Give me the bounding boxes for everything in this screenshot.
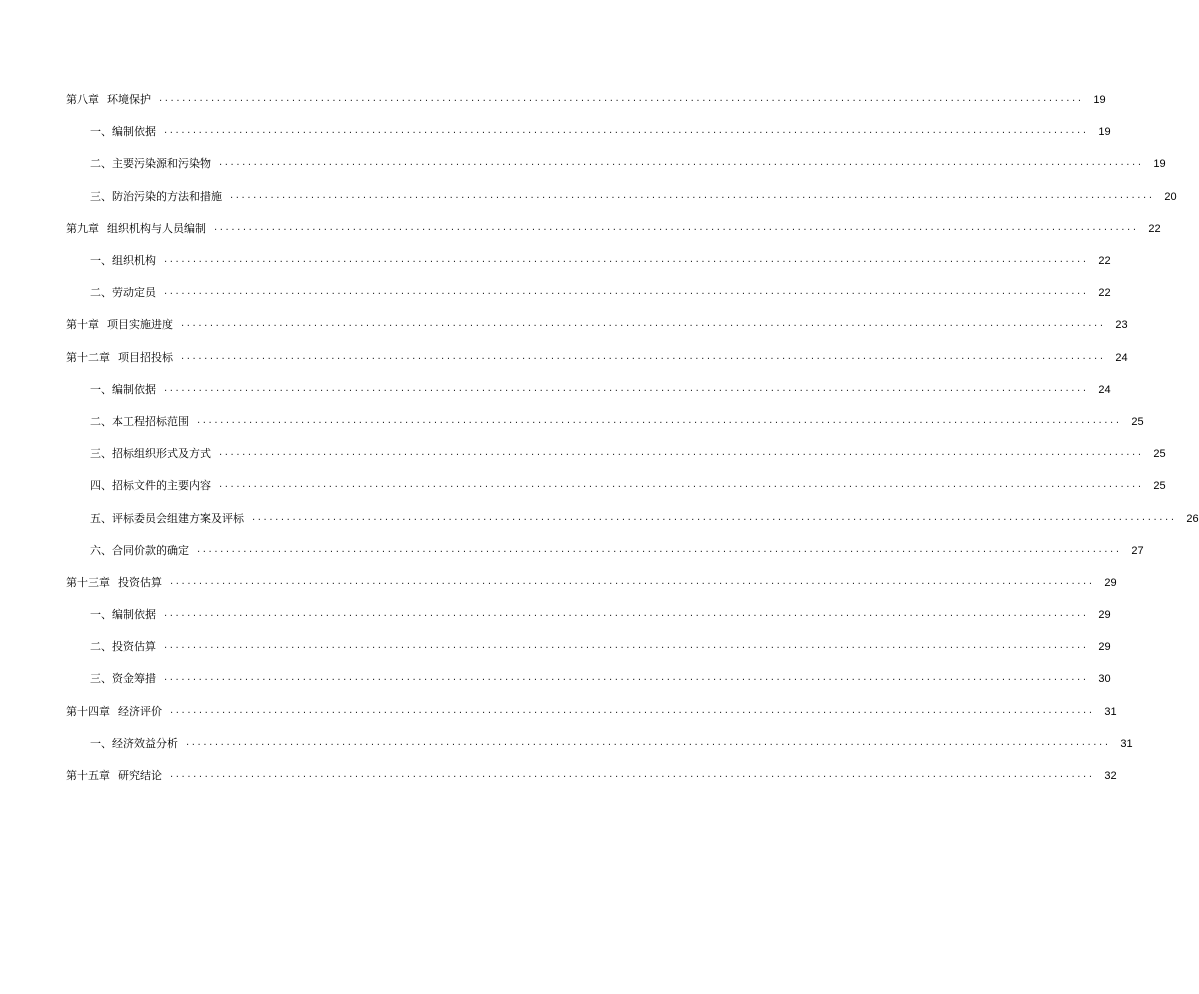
toc-entry-text: 招标组织形式及方式 (112, 447, 211, 461)
toc-entry-title (90, 543, 189, 559)
toc-dot-leader: ................................................................................................................................................................ (164, 125, 1089, 137)
toc-entry-title (90, 478, 211, 494)
toc-chapter-entry[interactable] (66, 309, 1128, 341)
toc-entry-number: 第十二章 (66, 350, 110, 364)
toc-entry-text: 评标委员会组建方案及评标 (112, 511, 244, 525)
toc-entry-number: 第十章 (66, 318, 99, 332)
toc-chapter-entry[interactable] (66, 760, 1117, 792)
toc-entry-title (90, 382, 156, 398)
toc-page-number: 25 (1153, 448, 1166, 461)
toc-section-entry[interactable] (66, 535, 1144, 567)
toc-dot-leader: ................................................................................................................................................................ (214, 221, 1139, 233)
toc-entry-text: 招标文件的主要内容 (112, 479, 211, 493)
toc-entry-text: 资金筹措 (112, 672, 156, 686)
toc-dot-leader: ................................................................................................................................................................ (219, 447, 1144, 459)
toc-entry-text: 合同价款的确定 (112, 543, 189, 557)
toc-page-number: 32 (1104, 770, 1117, 783)
toc-section-entry[interactable] (66, 181, 1177, 213)
toc-entry-text: 经济评价 (118, 704, 162, 718)
toc-entry-number: 一、 (90, 736, 112, 750)
toc-page-number: 27 (1131, 544, 1144, 557)
toc-section-entry[interactable] (66, 599, 1111, 631)
toc-entry-title (66, 317, 173, 333)
toc-dot-leader: ................................................................................................................................................................ (219, 479, 1144, 491)
toc-entry-title (66, 350, 173, 366)
toc-chapter-entry[interactable] (66, 84, 1106, 116)
toc-chapter-entry[interactable] (66, 567, 1117, 599)
toc-page-number: 25 (1153, 480, 1166, 493)
toc-entry-number: 第九章 (66, 221, 99, 235)
toc-entry-text: 环境保护 (107, 93, 151, 107)
toc-entry-number: 二、 (90, 414, 112, 428)
toc-page-number: 19 (1098, 126, 1111, 139)
toc-chapter-entry[interactable] (66, 342, 1128, 374)
toc-page-number: 22 (1098, 255, 1111, 268)
toc-entry-number: 第十四章 (66, 704, 110, 718)
toc-entry-number: 一、 (90, 608, 112, 622)
toc-page-number: 22 (1148, 222, 1161, 235)
toc-entry-text: 编制依据 (112, 382, 156, 396)
toc-entry-text: 项目实施进度 (107, 318, 173, 332)
toc-entry-title (90, 671, 156, 687)
toc-section-entry[interactable] (66, 470, 1166, 502)
toc-dot-leader: ................................................................................................................................................................ (164, 640, 1089, 652)
toc-chapter-entry[interactable] (66, 213, 1161, 245)
toc-page-number: 22 (1098, 287, 1111, 300)
toc-dot-leader: ................................................................................................................................................................ (170, 769, 1095, 781)
toc-dot-leader: ................................................................................................................................................................ (164, 286, 1089, 298)
toc-dot-leader: ................................................................................................................................................................ (164, 672, 1089, 684)
toc-dot-leader: ................................................................................................................................................................ (159, 93, 1084, 105)
toc-dot-leader: ................................................................................................................................................................ (164, 254, 1089, 266)
toc-entry-title (66, 221, 206, 237)
toc-entry-number: 三、 (90, 447, 112, 461)
toc-entry-text: 本工程招标范围 (112, 414, 189, 428)
toc-entry-number: 一、 (90, 125, 112, 139)
toc-entry-title (66, 704, 162, 720)
toc-entry-text: 投资估算 (118, 575, 162, 589)
toc-entry-number: 三、 (90, 189, 112, 203)
toc-entry-title (66, 92, 151, 108)
toc-page-number: 26 (1186, 512, 1199, 525)
toc-dot-leader: ................................................................................................................................................................ (170, 575, 1095, 587)
toc-dot-leader: ................................................................................................................................................................ (252, 511, 1177, 523)
toc-entry-number: 一、 (90, 382, 112, 396)
toc-section-entry[interactable] (66, 631, 1111, 663)
toc-page-number: 30 (1098, 673, 1111, 686)
toc-section-entry[interactable] (66, 148, 1166, 180)
toc-dot-leader: ................................................................................................................................................................ (170, 704, 1095, 716)
toc-entry-title (66, 575, 162, 591)
toc-entry-number: 五、 (90, 511, 112, 525)
toc-entry-number: 六、 (90, 543, 112, 557)
toc-dot-leader: ................................................................................................................................................................ (164, 608, 1089, 620)
toc-entry-title (90, 285, 156, 301)
table-of-contents (66, 84, 1199, 792)
toc-section-entry[interactable] (66, 116, 1111, 148)
toc-section-entry[interactable] (66, 438, 1166, 470)
toc-dot-leader: ................................................................................................................................................................ (197, 543, 1122, 555)
toc-page-number: 25 (1131, 415, 1144, 428)
toc-entry-text: 经济效益分析 (112, 736, 178, 750)
toc-dot-leader: ................................................................................................................................................................ (164, 382, 1089, 394)
toc-section-entry[interactable] (66, 277, 1111, 309)
toc-dot-leader: ................................................................................................................................................................ (181, 350, 1106, 362)
toc-entry-number: 二、 (90, 640, 112, 654)
toc-entry-number: 四、 (90, 479, 112, 493)
toc-page-number: 20 (1164, 190, 1177, 203)
toc-page-number: 31 (1120, 737, 1133, 750)
toc-page-number: 29 (1098, 609, 1111, 622)
toc-dot-leader: ................................................................................................................................................................ (219, 157, 1144, 169)
toc-page-number: 29 (1098, 641, 1111, 654)
toc-page-number: 24 (1115, 351, 1128, 364)
toc-chapter-entry[interactable] (66, 696, 1117, 728)
toc-page-number: 29 (1104, 576, 1117, 589)
toc-entry-title (90, 736, 178, 752)
toc-entry-text: 项目招投标 (118, 350, 173, 364)
toc-entry-title (90, 639, 156, 655)
toc-entry-number: 二、 (90, 286, 112, 300)
toc-entry-number: 三、 (90, 672, 112, 686)
toc-entry-text: 研究结论 (118, 769, 162, 783)
toc-page-number: 19 (1153, 158, 1166, 171)
toc-entry-number: 一、 (90, 254, 112, 268)
toc-section-entry[interactable] (66, 374, 1111, 406)
toc-section-entry[interactable] (66, 245, 1111, 277)
toc-section-entry[interactable] (66, 663, 1111, 695)
toc-entry-text: 主要污染源和污染物 (112, 157, 211, 171)
toc-entry-title (90, 607, 156, 623)
toc-entry-text: 组织机构与人员编制 (107, 221, 206, 235)
toc-entry-title (90, 511, 244, 527)
toc-entry-title (66, 768, 162, 784)
toc-entry-text: 劳动定员 (112, 286, 156, 300)
toc-dot-leader: ................................................................................................................................................................ (186, 736, 1111, 748)
toc-dot-leader: ................................................................................................................................................................ (197, 414, 1122, 426)
toc-dot-leader: ................................................................................................................................................................ (230, 189, 1155, 201)
toc-entry-number: 第十三章 (66, 575, 110, 589)
toc-entry-title (90, 253, 156, 269)
toc-entry-title (90, 414, 189, 430)
toc-dot-leader: ................................................................................................................................................................ (181, 318, 1106, 330)
toc-page-number: 24 (1098, 383, 1111, 396)
toc-entry-title (90, 156, 211, 172)
toc-page-number: 31 (1104, 705, 1117, 718)
toc-entry-text: 编制依据 (112, 125, 156, 139)
toc-entry-text: 投资估算 (112, 640, 156, 654)
toc-section-entry[interactable] (66, 728, 1133, 760)
toc-section-entry[interactable] (66, 502, 1199, 534)
toc-page-number: 23 (1115, 319, 1128, 332)
toc-entry-number: 二、 (90, 157, 112, 171)
toc-entry-text: 组织机构 (112, 254, 156, 268)
toc-entry-number: 第十五章 (66, 769, 110, 783)
toc-entry-title (90, 446, 211, 462)
toc-entry-text: 编制依据 (112, 608, 156, 622)
toc-entry-title (90, 189, 222, 205)
toc-section-entry[interactable] (66, 406, 1144, 438)
toc-entry-text: 防治污染的方法和措施 (112, 189, 222, 203)
toc-entry-title (90, 124, 156, 140)
toc-page-number: 19 (1093, 94, 1106, 107)
toc-entry-number: 第八章 (66, 93, 99, 107)
